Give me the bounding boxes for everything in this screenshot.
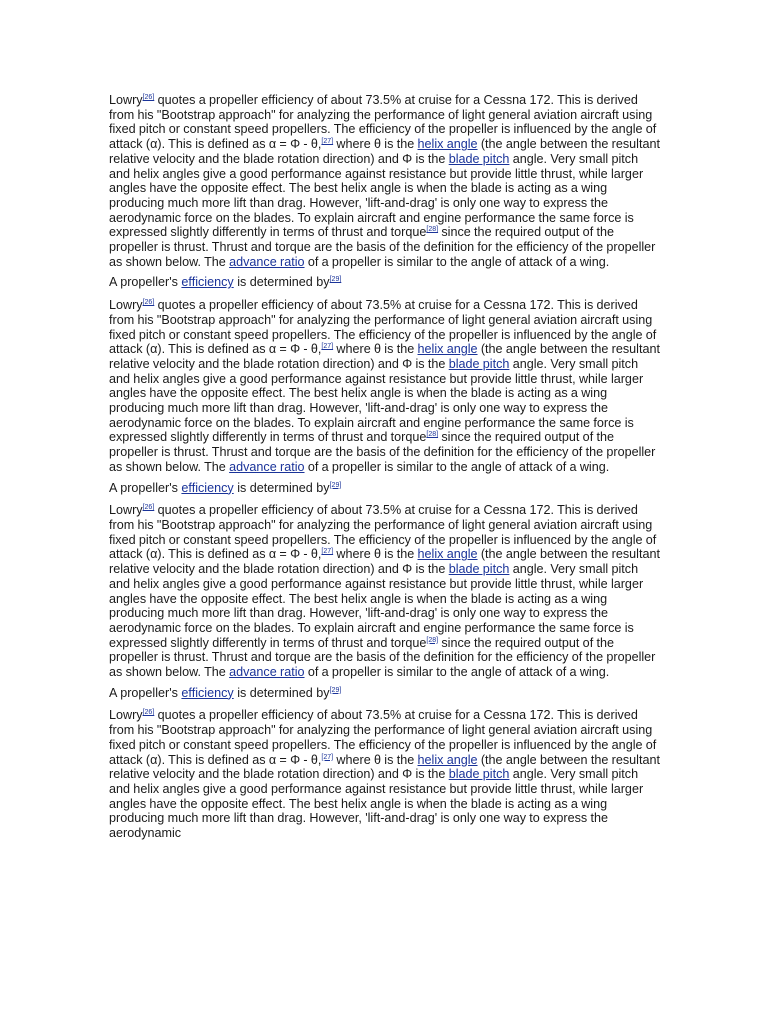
citation-ref-27[interactable]: [27] (321, 548, 334, 556)
text-run: where θ is the (333, 137, 418, 152)
citation-ref-29[interactable]: [29] (329, 276, 342, 284)
paragraph-propeller-efficiency (109, 503, 661, 679)
text-run: since the required output of the propeller is thrust. Thrust and torque are the basis of the definition for the efficiency of the propeller as shown below. The (109, 430, 656, 474)
efficiency-link[interactable]: efficiency (181, 480, 234, 495)
paragraph-propeller-efficiency (109, 298, 661, 474)
text-run: since the required output of the propeller is thrust. Thrust and torque are the basis of the definition for the efficiency of the propeller as shown below. The (109, 635, 656, 680)
text-run: quotes a propeller efficiency of about 73.5% at cruise for a Cessna 172. This is derived from his "Bootstrap approach" for analyzing the performance of light general aviation aircraft using fixed pitch or constant speed propellers. The efficiency of the propeller is influenced by the angle of attack (α). This is defined as α = Φ - θ, (109, 708, 657, 767)
citation-ref-29[interactable]: [29] (329, 481, 342, 489)
citation-ref-29[interactable]: [29] (329, 686, 342, 694)
text-run: since the required output of the propeller is thrust. Thrust and torque are the basis of the definition for the efficiency of the propeller as shown below. The (109, 225, 656, 269)
text-run: quotes a propeller efficiency of about 73.5% at cruise for a Cessna 172. This is derived from his "Bootstrap approach" for analyzing the performance of light general aviation aircraft using fixed pitch or constant speed propellers. The efficiency of the propeller is influenced by the angle of attack (α). This is defined as α = Φ - θ, (109, 503, 657, 562)
text-run: A propeller's (109, 480, 182, 495)
text-run: quotes a propeller efficiency of about 73.5% at cruise for a Cessna 172. This is derived from his "Bootstrap approach" for analyzing the performance of light general aviation aircraft using fixed pitch or constant speed propellers. The efficiency of the propeller is influenced by the angle of attack (α). This is defined as α = Φ - θ, (109, 93, 657, 152)
text-run: of a propeller is similar to the angle of attack of a wing. (304, 254, 610, 269)
text-run: quotes a propeller efficiency of about 73.5% at cruise for a Cessna 172. This is derived from his "Bootstrap approach" for analyzing the performance of light general aviation aircraft using fixed pitch or constant speed propellers. The efficiency of the propeller is influenced by the angle of attack (α). This is defined as α = Φ - θ, (109, 298, 657, 357)
text-run: angle. Very small pitch and helix angles give a good performance against resistance but provide little thrust, while larger angles have the opposite effect. The best helix angle is when the blade is acting as a wing producing much more lift than drag. However, 'lift-and-drag' is only one way to express the aerodynamic force on the blades. To explain aircraft and engine performance the same force is expressed slightly differently in terms of thrust and torque (109, 562, 644, 650)
blade-pitch-link[interactable]: blade pitch (448, 151, 510, 166)
efficiency-link[interactable]: efficiency (181, 685, 234, 700)
citation-ref-28[interactable]: [28] (426, 431, 439, 439)
advance-ratio-link[interactable]: advance ratio (229, 665, 305, 680)
blade-pitch-link[interactable]: blade pitch (448, 562, 510, 577)
text-run: of a propeller is similar to the angle of attack of a wing. (304, 459, 610, 474)
text-run: is determined by (233, 685, 330, 700)
paragraph-propeller-efficiency (109, 708, 661, 840)
helix-angle-link[interactable]: helix angle (417, 547, 478, 562)
advance-ratio-link[interactable]: advance ratio (229, 459, 305, 474)
advance-ratio-link[interactable]: advance ratio (229, 254, 305, 269)
text-run: (the angle between the resultant relative velocity and the blade rotation direction) and Φ is the (109, 752, 660, 782)
text-run: angle. Very small pitch and helix angles give a good performance against resistance but provide little thrust, while larger angles have the opposite effect. The best helix angle is when the blade is acting as a wing producing much more lift than drag. However, 'lift-and-drag' is only one way to express the aerodynamic (109, 767, 644, 841)
citation-ref-27[interactable]: [27] (321, 753, 334, 761)
citation-ref-26[interactable]: [26] (142, 299, 155, 307)
citation-ref-26[interactable]: [26] (142, 94, 155, 101)
helix-angle-link[interactable]: helix angle (417, 752, 478, 767)
text-run: where θ is the (333, 547, 418, 562)
paragraph-propeller-efficiency (109, 93, 661, 269)
text-run: of a propeller is similar to the angle of attack of a wing. (304, 665, 610, 680)
text-run: Lowry (109, 708, 143, 723)
text-run: A propeller's (109, 275, 182, 290)
text-run: (the angle between the resultant relative velocity and the blade rotation direction) and Φ is the (109, 137, 660, 166)
efficiency-lead-line (109, 481, 661, 496)
text-run: is determined by (233, 480, 330, 495)
efficiency-lead-line (109, 686, 661, 701)
citation-ref-27[interactable]: [27] (321, 343, 334, 351)
document-body (109, 93, 661, 931)
text-run: Lowry (109, 503, 143, 518)
text-run: Lowry (109, 93, 143, 107)
citation-ref-26[interactable]: [26] (142, 504, 155, 512)
helix-angle-link[interactable]: helix angle (417, 342, 478, 357)
text-run: where θ is the (333, 752, 418, 767)
citation-ref-27[interactable]: [27] (321, 138, 334, 146)
efficiency-link[interactable]: efficiency (181, 275, 234, 290)
efficiency-lead-line (109, 275, 661, 290)
text-run: is determined by (233, 275, 330, 290)
citation-ref-28[interactable]: [28] (426, 226, 439, 234)
text-run: angle. Very small pitch and helix angles give a good performance against resistance but provide little thrust, while larger angles have the opposite effect. The best helix angle is when the blade is acting as a wing producing much more lift than drag. However, 'lift-and-drag' is only one way to express the aerodynamic force on the blades. To explain aircraft and engine performance the same force is expressed slightly differently in terms of thrust and torque (109, 151, 644, 240)
text-run: (the angle between the resultant relative velocity and the blade rotation direction) and Φ is the (109, 547, 660, 577)
blade-pitch-link[interactable]: blade pitch (448, 356, 510, 371)
text-run: where θ is the (333, 342, 418, 357)
text-run: Lowry (109, 298, 143, 313)
helix-angle-link[interactable]: helix angle (417, 137, 478, 152)
citation-ref-28[interactable]: [28] (426, 636, 439, 644)
blade-pitch-link[interactable]: blade pitch (448, 767, 510, 782)
text-run: (the angle between the resultant relative velocity and the blade rotation direction) and Φ is the (109, 342, 660, 371)
text-run: angle. Very small pitch and helix angles give a good performance against resistance but provide little thrust, while larger angles have the opposite effect. The best helix angle is when the blade is acting as a wing producing much more lift than drag. However, 'lift-and-drag' is only one way to express the aerodynamic force on the blades. To explain aircraft and engine performance the same force is expressed slightly differently in terms of thrust and torque (109, 356, 644, 445)
citation-ref-26[interactable]: [26] (142, 709, 155, 717)
text-run: A propeller's (109, 685, 182, 700)
